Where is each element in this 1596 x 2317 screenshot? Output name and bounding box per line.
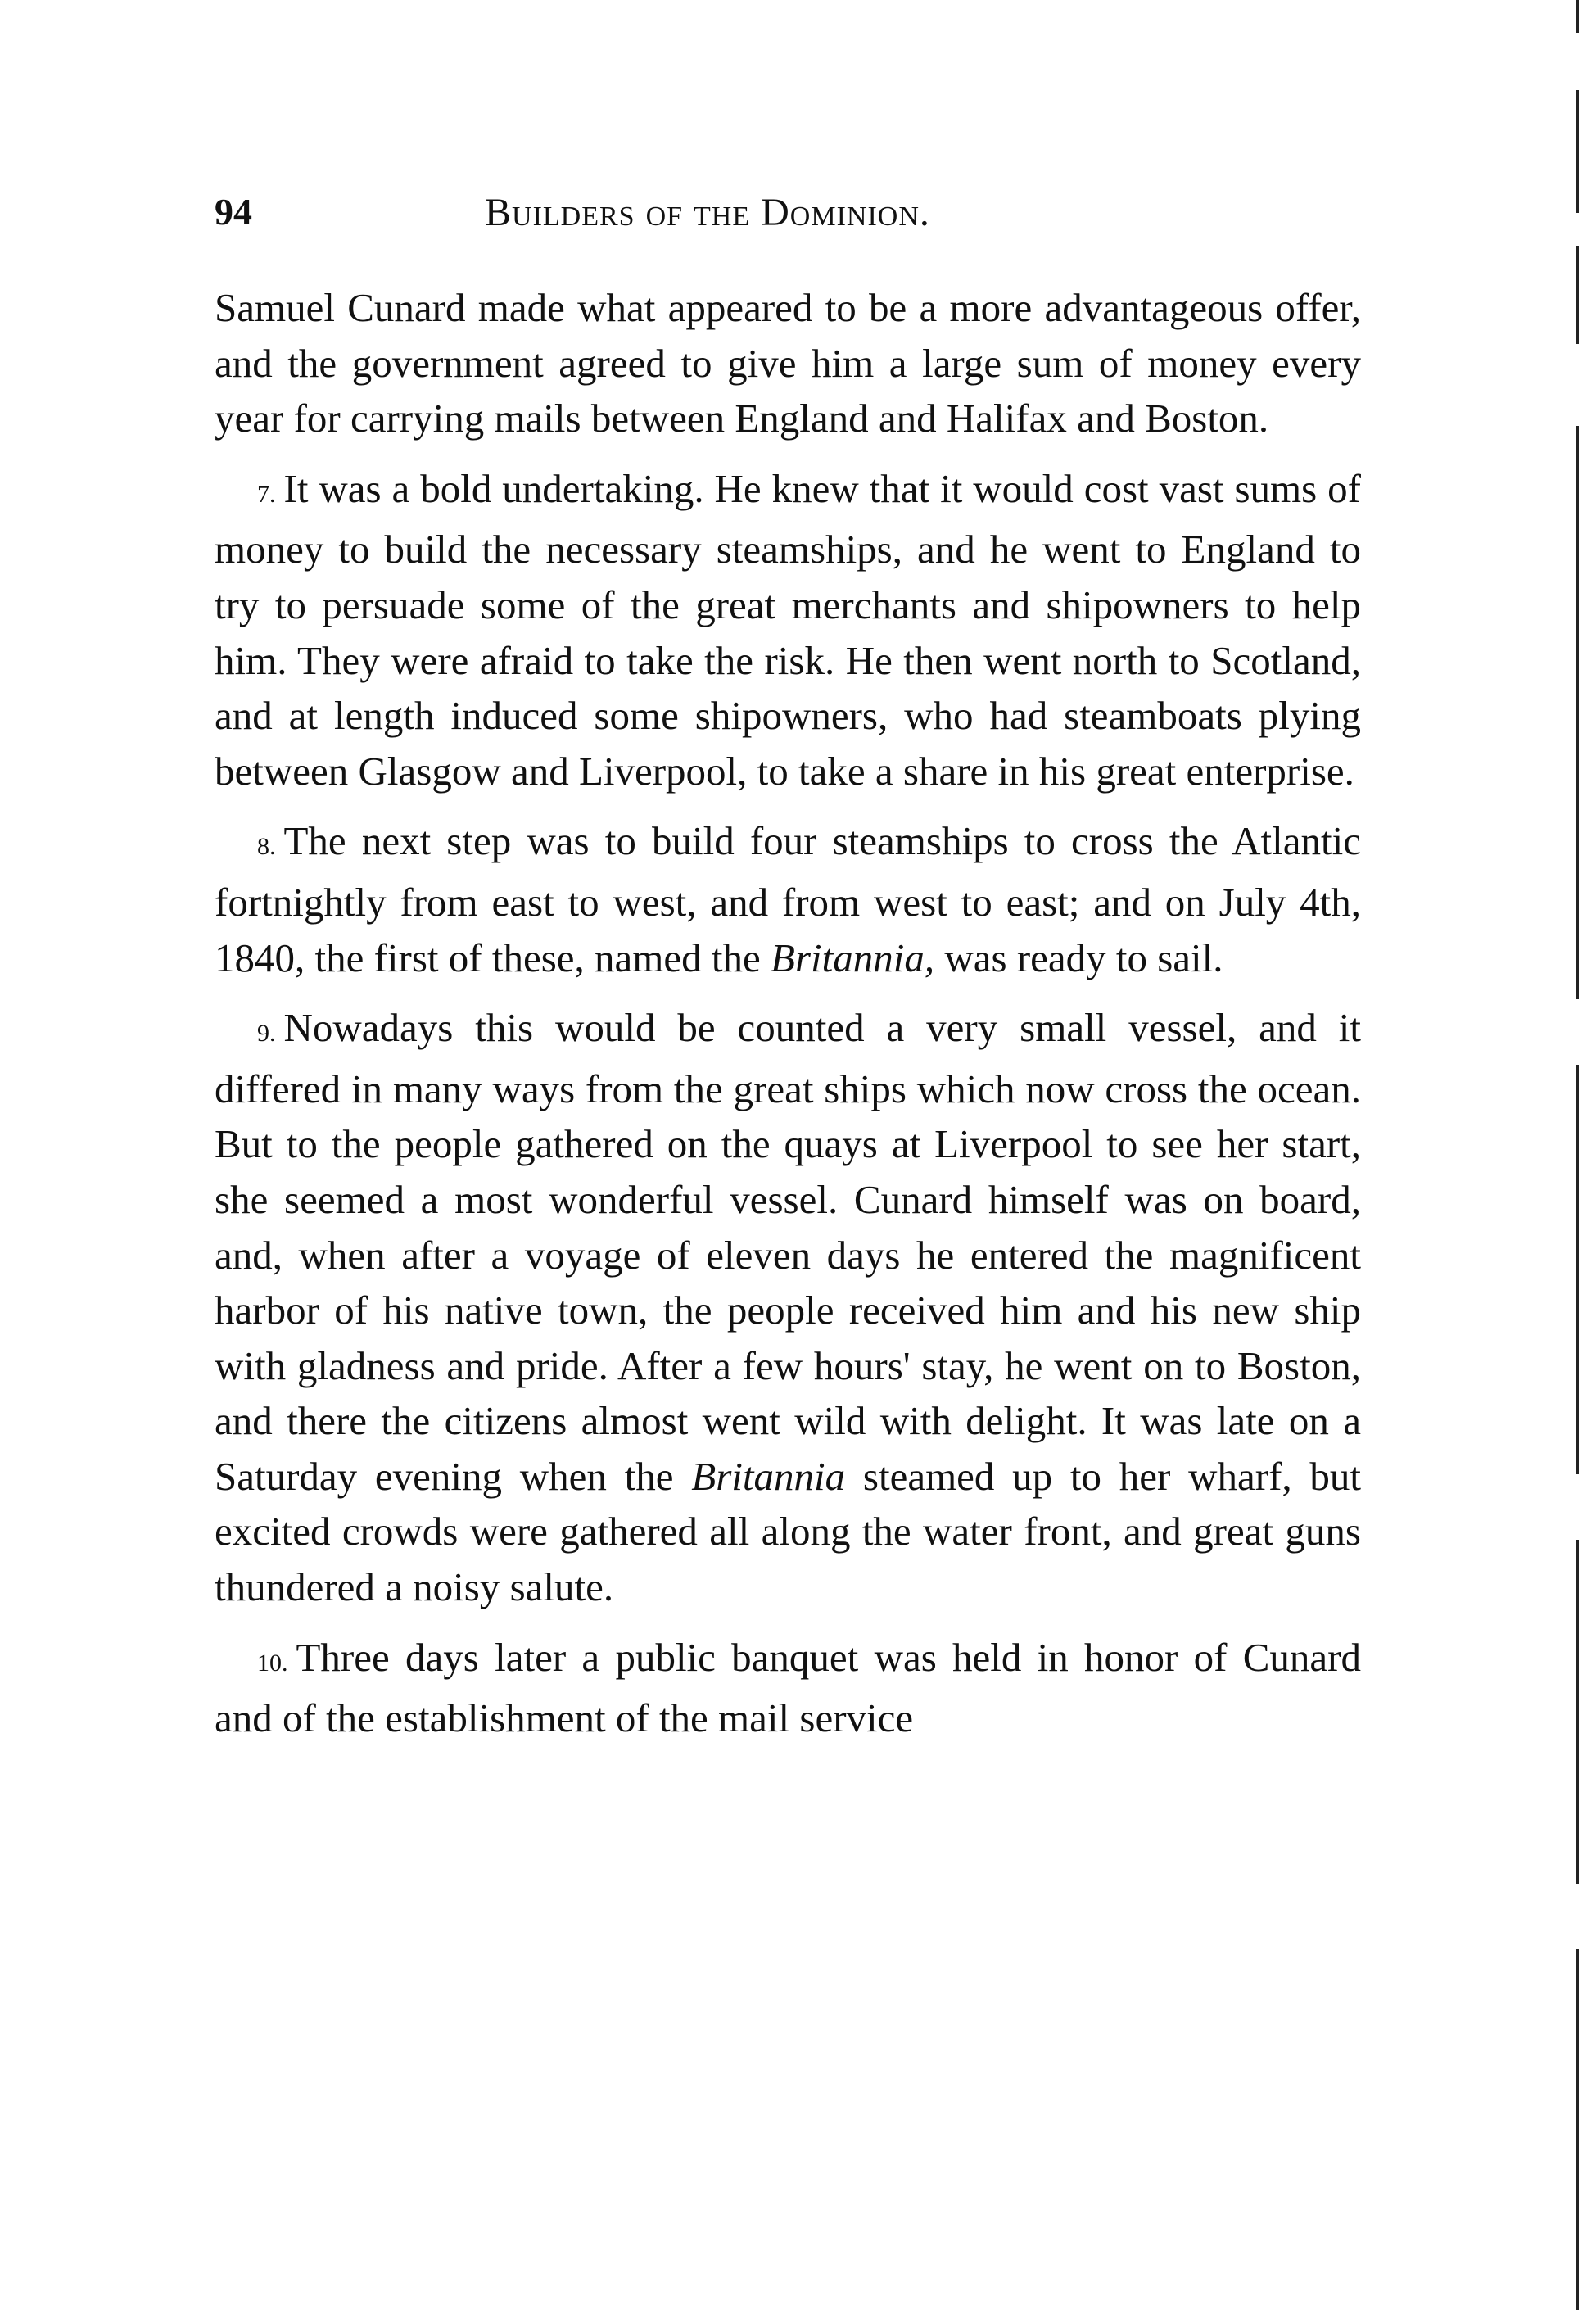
paragraph-text: Nowadays this would be counted a very small vessel, and it differed in many ways from the great ships which now cross the ocean. But to the people gathered on the quays at Liverpool to see her start, she seemed a most wonderful vessel. Cunard himself was on board, and, when after a voyage of eleven days he entered the magnificent harbor of his native town, the people received him and his new ship with gladness and pride. After a few hours' stay, he went on to Boston, and there the citizens almost went wild with delight. It was late on a Saturday evening when the xyxy=(215,1005,1361,1499)
paragraph-number: 7. xyxy=(257,480,276,508)
paragraph-number: 9. xyxy=(257,1020,276,1048)
paragraph-text: The next step was to build four steamships to cross the Atlantic fortnightly from east to west, and from west to east; and on July 4th, 1840, the first of these, named the xyxy=(215,818,1361,980)
paragraph xyxy=(215,813,1361,985)
paragraph-text: It was a bold undertaking. He knew that it would cost vast sums of money to build the necessary steamships, and he went to England to try to persuade some of the great merchants and shipowners to help him. They were afraid to take the risk. He then went north to Scotland, and at length induced some shipowners, who had steamboats plying between Glasgow and Liverpool, to take a share in his great enterprise. xyxy=(215,465,1361,794)
paragraph-text: Three days later a public banquet was held in honor of Cunard and of the establishment of the mail service xyxy=(215,1634,1361,1741)
paragraph-text: steamed up to her wharf, but excited crowds were gathered all along the water front, and great guns thundered a noisy salute. xyxy=(215,1453,1361,1610)
paragraph-text: Samuel Cunard made what appeared to be a more advantageous offer, and the government agreed to give him a large sum of money every year for carrying mails between England and Halifax and Boston. xyxy=(215,285,1361,441)
paragraph-number: 10. xyxy=(257,1649,288,1677)
paragraph-number: 8. xyxy=(257,833,276,861)
page-number: 94 xyxy=(215,191,252,233)
italic-text: Britannia, xyxy=(771,934,935,980)
paragraph xyxy=(215,461,1361,799)
paragraph-text: was ready to sail. xyxy=(934,934,1223,980)
page-header xyxy=(215,190,1361,247)
paragraph xyxy=(215,1000,1361,1615)
italic-text: Britannia xyxy=(691,1453,846,1499)
paragraph xyxy=(215,280,1361,446)
paragraph xyxy=(215,1630,1361,1746)
running-head: Builders of the Dominion. xyxy=(485,191,930,234)
body-text xyxy=(215,280,1361,1761)
page-edge-shadow xyxy=(1573,0,1581,2317)
